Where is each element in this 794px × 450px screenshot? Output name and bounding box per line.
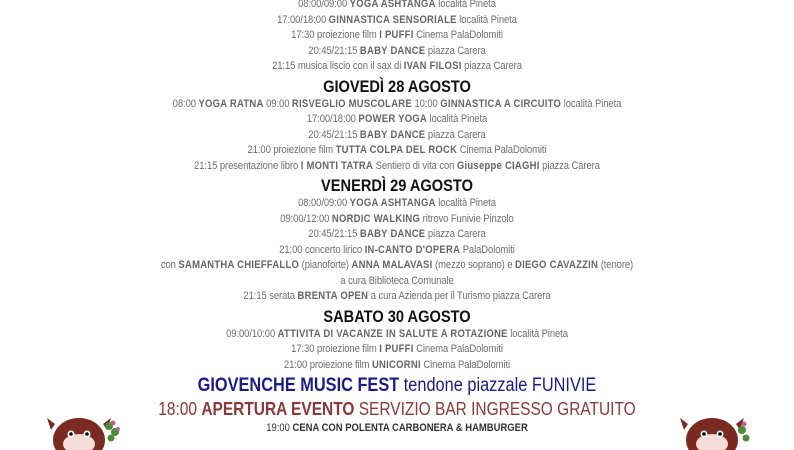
fest-title: GIOVENCHE MUSIC FEST tendone piazzale FUNIVIE: [197, 375, 597, 396]
event-line: 20:45/21:15 BABY DANCE piazza Carera: [308, 44, 486, 57]
event-line: 08:00/09:00 YOGA ASHTANGA località Pineta: [298, 197, 496, 209]
event-line: 20:45/21:15 BABY DANCE piazza Carera: [308, 128, 486, 141]
event-line: 17:00/18:00 GINNASTICA SENSORIALE località Pineta: [277, 13, 517, 26]
event-line: 08:00/09:00 YOGA ASHTANGA località Pineta: [298, 0, 496, 10]
event-line: 21:15 musica liscio con il sax di IVAN FILOSI piazza Carera: [272, 60, 522, 72]
event-line: a cura Biblioteca Comunale: [340, 274, 454, 287]
event-line: 08:00 YOGA RATNA 09:00 RISVEGLIO MUSCOLARE 10:00 GINNASTICA A CIRCUITO località Pineta: [172, 97, 622, 110]
event-line: 20:45/21:15 BABY DANCE piazza Carera: [308, 228, 486, 240]
day-heading-30: SABATO 30 AGOSTO: [323, 306, 471, 326]
cow-mascot-icon: [670, 408, 750, 450]
day-heading-28: GIOVEDÌ 28 AGOSTO: [323, 76, 471, 96]
day-heading-29: VENERDÌ 29 AGOSTO: [321, 176, 473, 195]
event-line: 21:00 concerto lirico IN-CANTO D'OPERA PalaDolomiti: [279, 243, 515, 256]
event-line: con SAMANTHA CHIEFFALLO (pianoforte) ANNA MALAVASI (mezzo soprano) e DIEGO CAVAZZIN (tenore): [160, 259, 634, 271]
event-line: 09:00/10:00 ATTIVITA DI VACANZE IN SALUTE A ROTAZIONE località Pineta: [226, 327, 568, 340]
fest-line: 18:00 APERTURA EVENTO SERVIZIO BAR INGRESSO GRATUITO: [158, 399, 636, 419]
event-line: 21:15 serata BRENTA OPEN a cura Azienda per il Turismo piazza Carera: [243, 290, 551, 302]
event-line: 21:00 proiezione film TUTTA COLPA DEL ROCK Cinema PalaDolomiti: [247, 144, 547, 156]
event-line: 21:00 proiezione film UNICORNI Cinema PalaDolomiti: [283, 358, 511, 371]
event-line: 17:30 proiezione film I PUFFI Cinema PalaDolomiti: [291, 343, 503, 355]
event-line: 17:00/18:00 POWER YOGA località Pineta: [306, 113, 488, 125]
cow-mascot-icon: [45, 408, 125, 450]
event-line: 21:15 presentazione libro I MONTI TATRA Sentiero di vita con Giuseppe CIAGHI piazza Carera: [194, 159, 600, 172]
fest-line: 19:00 CENA CON POLENTA CARBONERA & HAMBURGER: [266, 422, 528, 434]
event-line: 09:00/12:00 NORDIC WALKING ritrovo Funivie Pinzolo: [280, 212, 514, 225]
event-line: 17:30 proiezione film I PUFFI Cinema PalaDolomiti: [291, 29, 503, 41]
